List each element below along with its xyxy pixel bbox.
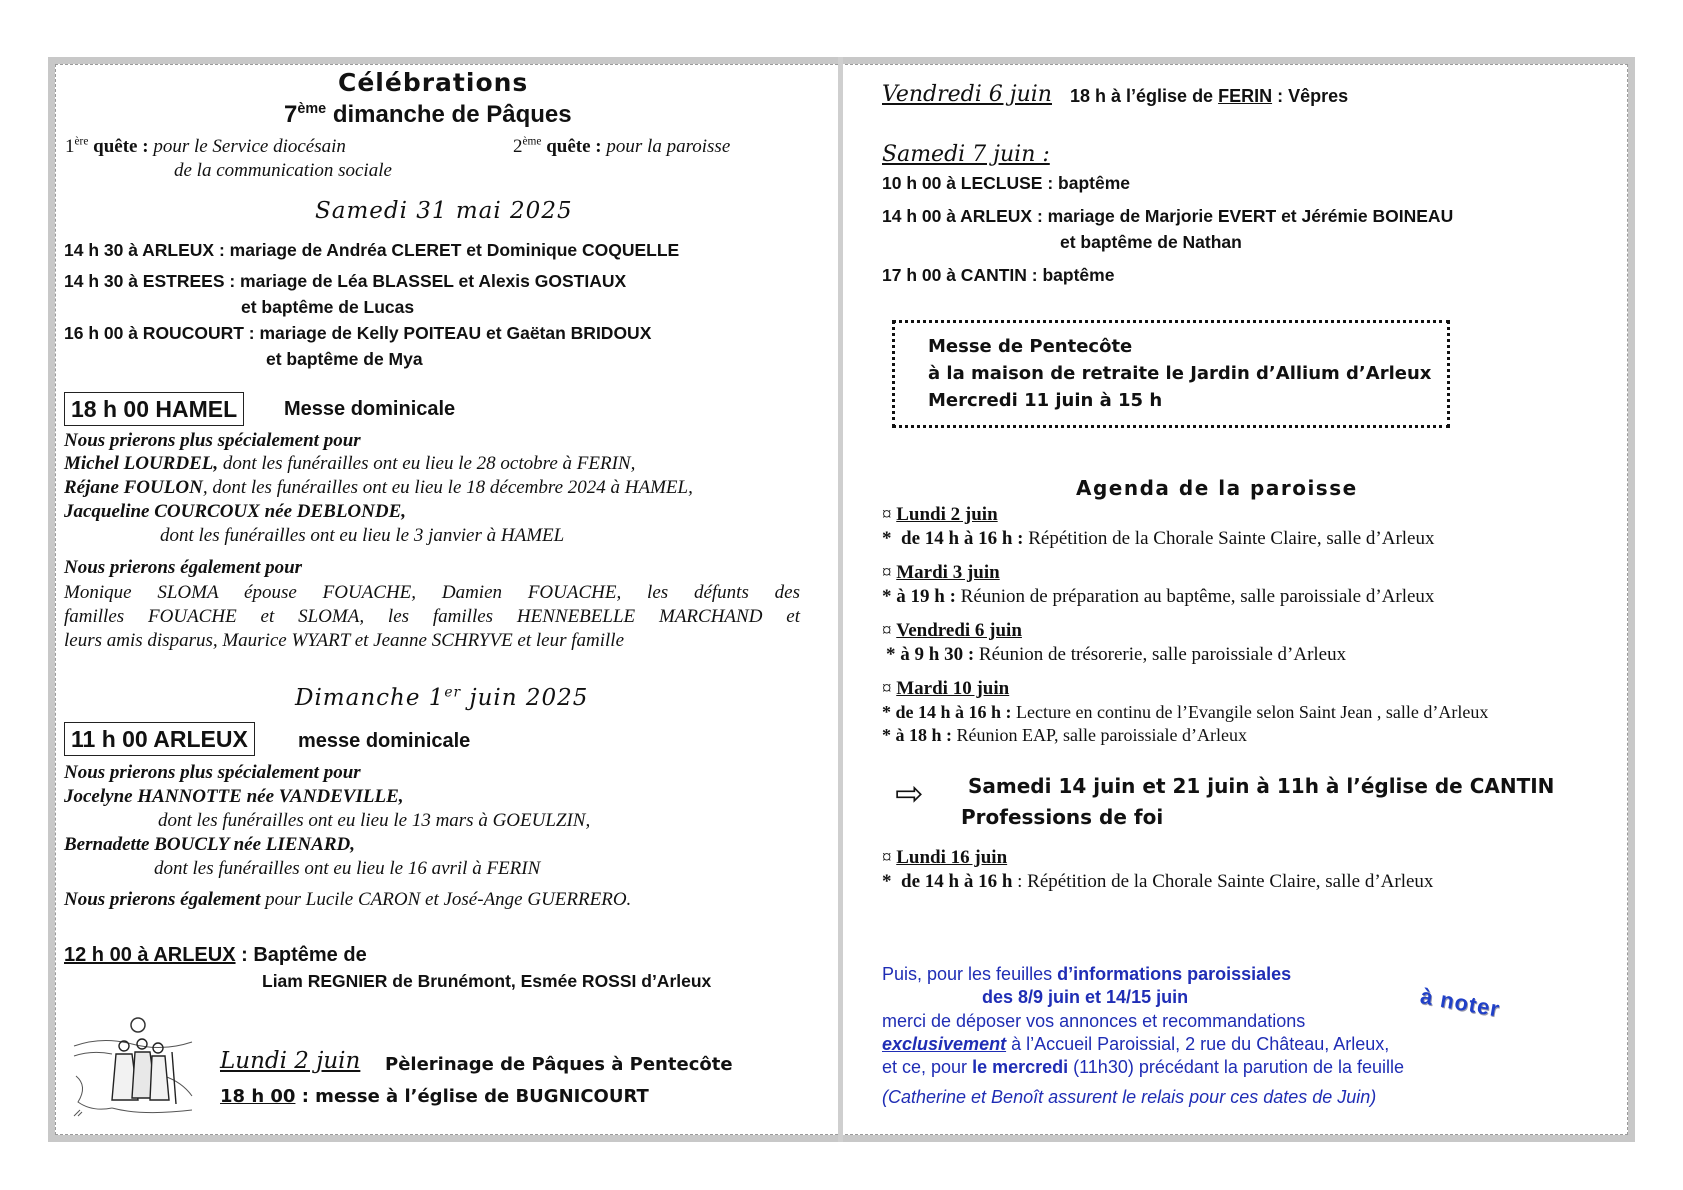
event-line: et baptême de Mya [266,349,423,369]
agenda-day: ¤ Mardi 10 juin [882,678,1010,699]
pray-line: Michel LOURDEL, dont les funérailles ont eu lieu le 28 octobre à FERIN, [64,453,636,474]
agenda-entry: * de 14 h à 16 h : Lecture en continu de l’Evangile selon Saint Jean , salle d’Arleux [882,702,1489,722]
pray-line: Bernadette BOUCLY née LIENARD, [64,834,355,855]
lundi-title: Pèlerinage de Pâques à Pentecôte [385,1054,733,1075]
arleux-time-box: 11 h 00 ARLEUX [64,722,255,756]
pentecote-line: Mercredi 11 juin à 15 h [928,390,1163,411]
profession-line: Professions de foi [961,805,1164,829]
a-noter-stamp: à noter [1418,983,1503,1022]
hamel-time-box: 18 h 00 HAMEL [64,392,244,426]
info-dates: des 8/9 juin et 14/15 juin [982,987,1189,1007]
agenda-day: ¤ Lundi 16 juin [882,847,1008,868]
quete-1-line2: de la communication sociale [174,160,392,181]
sunday-subtitle: 7ème dimanche de Pâques [284,101,572,128]
info-note: (Catherine et Benoît assurent le relais pour ces dates de Juin) [882,1087,1377,1107]
agenda-day: ¤ Mardi 3 juin [882,562,1000,583]
pray-also-line: leurs amis disparus, Maurice WYART et Jeanne SCHRYVE et leur famille [64,630,625,651]
arrow-right-icon: ⇨ [895,774,924,814]
quete-1: 1ère quête : pour le Service diocésain [65,135,346,157]
event-line: 10 h 00 à LECLUSE : baptême [882,173,1130,193]
pray-also-heading: Nous prierons également pour [64,557,303,578]
bapteme-line: 12 h 00 à ARLEUX : Baptême de [64,944,367,966]
vendredi-heading: Vendredi 6 juin [882,82,1052,107]
agenda-entry: * à 9 h 30 : Réunion de trésorerie, salle paroissiale d’Arleux [886,644,1347,665]
agenda-entry: * à 18 h : Réunion EAP, salle paroissiale d’Arleux [882,725,1247,745]
dimanche-heading: Dimanche 1er juin 2025 [295,684,589,711]
pentecote-line: Messe de Pentecôte [928,336,1133,357]
pray-line: dont les funérailles ont eu lieu le 3 janvier à HAMEL [160,525,565,546]
pray-line: dont les funérailles ont eu lieu le 13 mars à GOEULZIN, [158,810,591,831]
hamel-label: Messe dominicale [284,398,456,420]
event-line: 17 h 00 à CANTIN : baptême [882,265,1115,285]
info-line: Puis, pour les feuilles d’informations paroissiales [882,964,1292,984]
profession-line: Samedi 14 juin et 21 juin à 11h à l’église de CANTIN [968,774,1555,798]
info-line: exclusivement à l’Accueil Paroissial, 2 rue du Château, Arleux, [882,1034,1390,1054]
pray-line: Jacqueline COURCOUX née DEBLONDE, [64,501,407,522]
info-line: et ce, pour le mercredi (11h30) précédant la parution de la feuille [882,1057,1405,1077]
agenda-entry: * de 14 h à 16 h : Répétition de la Chorale Sainte Claire, salle d’Arleux [882,528,1435,549]
lundi-mass-line: 18 h 00 : messe à l’église de BUGNICOURT [220,1086,649,1107]
pray-line: Réjane FOULON, dont les funérailles ont eu lieu le 18 décembre 2024 à HAMEL, [64,477,693,498]
agenda-title: Agenda de la paroisse [1076,476,1358,500]
quete-2: 2ème quête : pour la paroisse [513,135,731,157]
vendredi-line: 18 h à l’église de FERIN : Vêpres [1070,86,1349,106]
celebrations-title: Célébrations [338,68,529,97]
info-line: merci de déposer vos annonces et recommandations [882,1011,1306,1031]
lundi-heading: Lundi 2 juin [220,1048,361,1074]
samedi-heading: Samedi 31 mai 2025 [315,198,573,224]
arleux-label: messe dominicale [298,730,471,752]
event-line: et baptême de Lucas [241,297,415,317]
pilgrims-illustration [72,1016,196,1120]
pentecote-line: à la maison de retraite le Jardin d’Allium d’Arleux [928,363,1432,384]
pray-line: dont les funérailles ont eu lieu le 16 avril à FERIN [154,858,541,879]
event-line: 14 h 30 à ARLEUX : mariage de Andréa CLERET et Dominique COQUELLE [64,240,680,260]
agenda-day: ¤ Vendredi 6 juin [882,620,1022,641]
pray-heading: Nous prierons plus spécialement pour [64,430,361,451]
bapteme-names: Liam REGNIER de Brunémont, Esmée ROSSI d’Arleux [262,971,712,991]
event-line: 14 h 00 à ARLEUX : mariage de Marjorie EVERT et Jérémie BOINEAU [882,206,1454,226]
agenda-entry: * à 19 h : Réunion de préparation au baptême, salle paroissiale d’Arleux [882,586,1435,607]
event-line: 14 h 30 à ESTREES : mariage de Léa BLASSEL et Alexis GOSTIAUX [64,271,627,291]
pray-also-line: Nous prierons également pour Lucile CARON et José-Ange GUERRERO. [64,889,632,910]
agenda-entry: * de 14 h à 16 h : Répétition de la Chorale Sainte Claire, salle d’Arleux [882,871,1434,892]
agenda-day: ¤ Lundi 2 juin [882,504,998,525]
event-line: et baptême de Nathan [1060,232,1242,252]
pray-also-line: Monique SLOMA épouse FOUACHE, Damien FOUACHE, les défunts des [64,582,800,603]
pray-line: Jocelyne HANNOTTE née VANDEVILLE, [64,786,404,807]
samedi-7-heading: Samedi 7 juin : [882,142,1050,167]
column-divider [838,57,843,1142]
pray-also-line: familles FOUACHE et SLOMA, les familles HENNEBELLE MARCHAND et [64,606,800,627]
pray-heading: Nous prierons plus spécialement pour [64,762,361,783]
event-line: 16 h 00 à ROUCOURT : mariage de Kelly POITEAU et Gaëtan BRIDOUX [64,323,652,343]
